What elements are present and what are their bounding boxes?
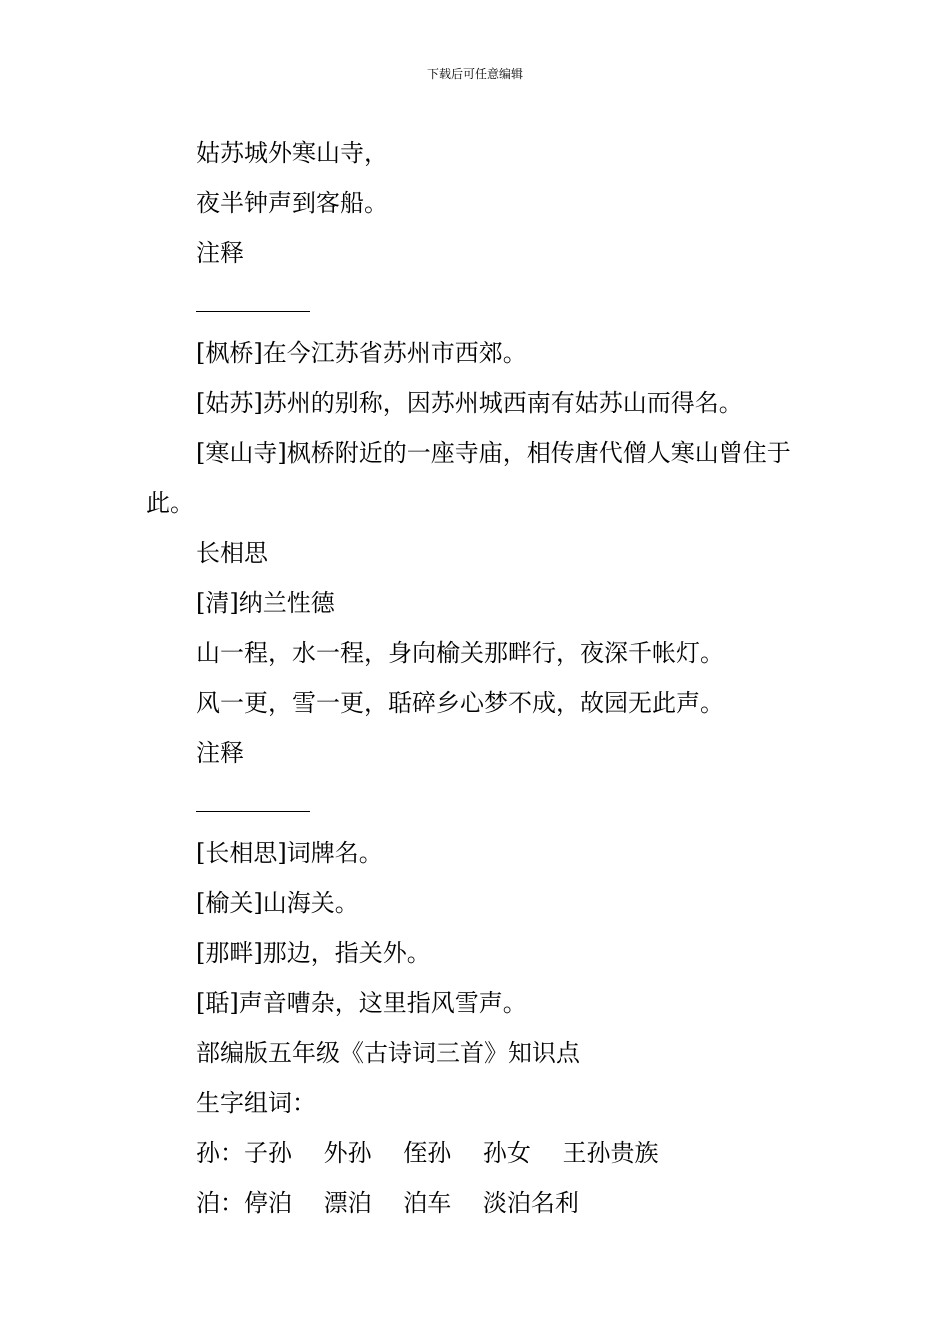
notes-heading: 注释 bbox=[196, 739, 244, 767]
note-item: [那畔]那边，指关外。 bbox=[196, 939, 431, 967]
notes-heading: 注释 bbox=[196, 239, 244, 267]
poem-author: [清]纳兰性德 bbox=[196, 589, 335, 617]
footnote-separator bbox=[146, 778, 806, 828]
poem-line: 夜半钟声到客船。 bbox=[196, 189, 388, 217]
note-item: [寒山寺]枫桥附近的一座寺庙，相传唐代僧人寒山曾住于此。 bbox=[146, 439, 791, 517]
poem-title: 长相思 bbox=[196, 539, 268, 567]
word-group: 泊：停泊 漂泊 泊车 淡泊名利 bbox=[196, 1189, 579, 1217]
note-item: [姑苏]苏州的别称，因苏州城西南有姑苏山而得名。 bbox=[196, 389, 743, 417]
note-item: [长相思]词牌名。 bbox=[196, 839, 383, 867]
footnote-separator bbox=[146, 278, 806, 328]
separator-line bbox=[196, 311, 310, 312]
poem-line: 姑苏城外寒山寺， bbox=[196, 139, 388, 167]
document-body bbox=[146, 128, 806, 1228]
note-item: [枫桥]在今江苏省苏州市西郊。 bbox=[196, 339, 527, 367]
note-item: [聒]声音嘈杂，这里指风雪声。 bbox=[196, 989, 527, 1017]
section-title: 部编版五年级《古诗词三首》知识点 bbox=[196, 1039, 580, 1067]
separator-line bbox=[196, 811, 310, 812]
section-subtitle: 生字组词： bbox=[196, 1089, 316, 1117]
note-item: [榆关]山海关。 bbox=[196, 889, 359, 917]
page-header-note: 下载后可任意编辑 bbox=[426, 67, 523, 81]
word-group: 孙：子孙 外孙 侄孙 孙女 王孙贵族 bbox=[196, 1139, 659, 1167]
poem-line: 山一程，水一程，身向榆关那畔行，夜深千帐灯。 bbox=[196, 639, 724, 667]
poem-line: 风一更，雪一更，聒碎乡心梦不成，故园无此声。 bbox=[196, 689, 724, 717]
